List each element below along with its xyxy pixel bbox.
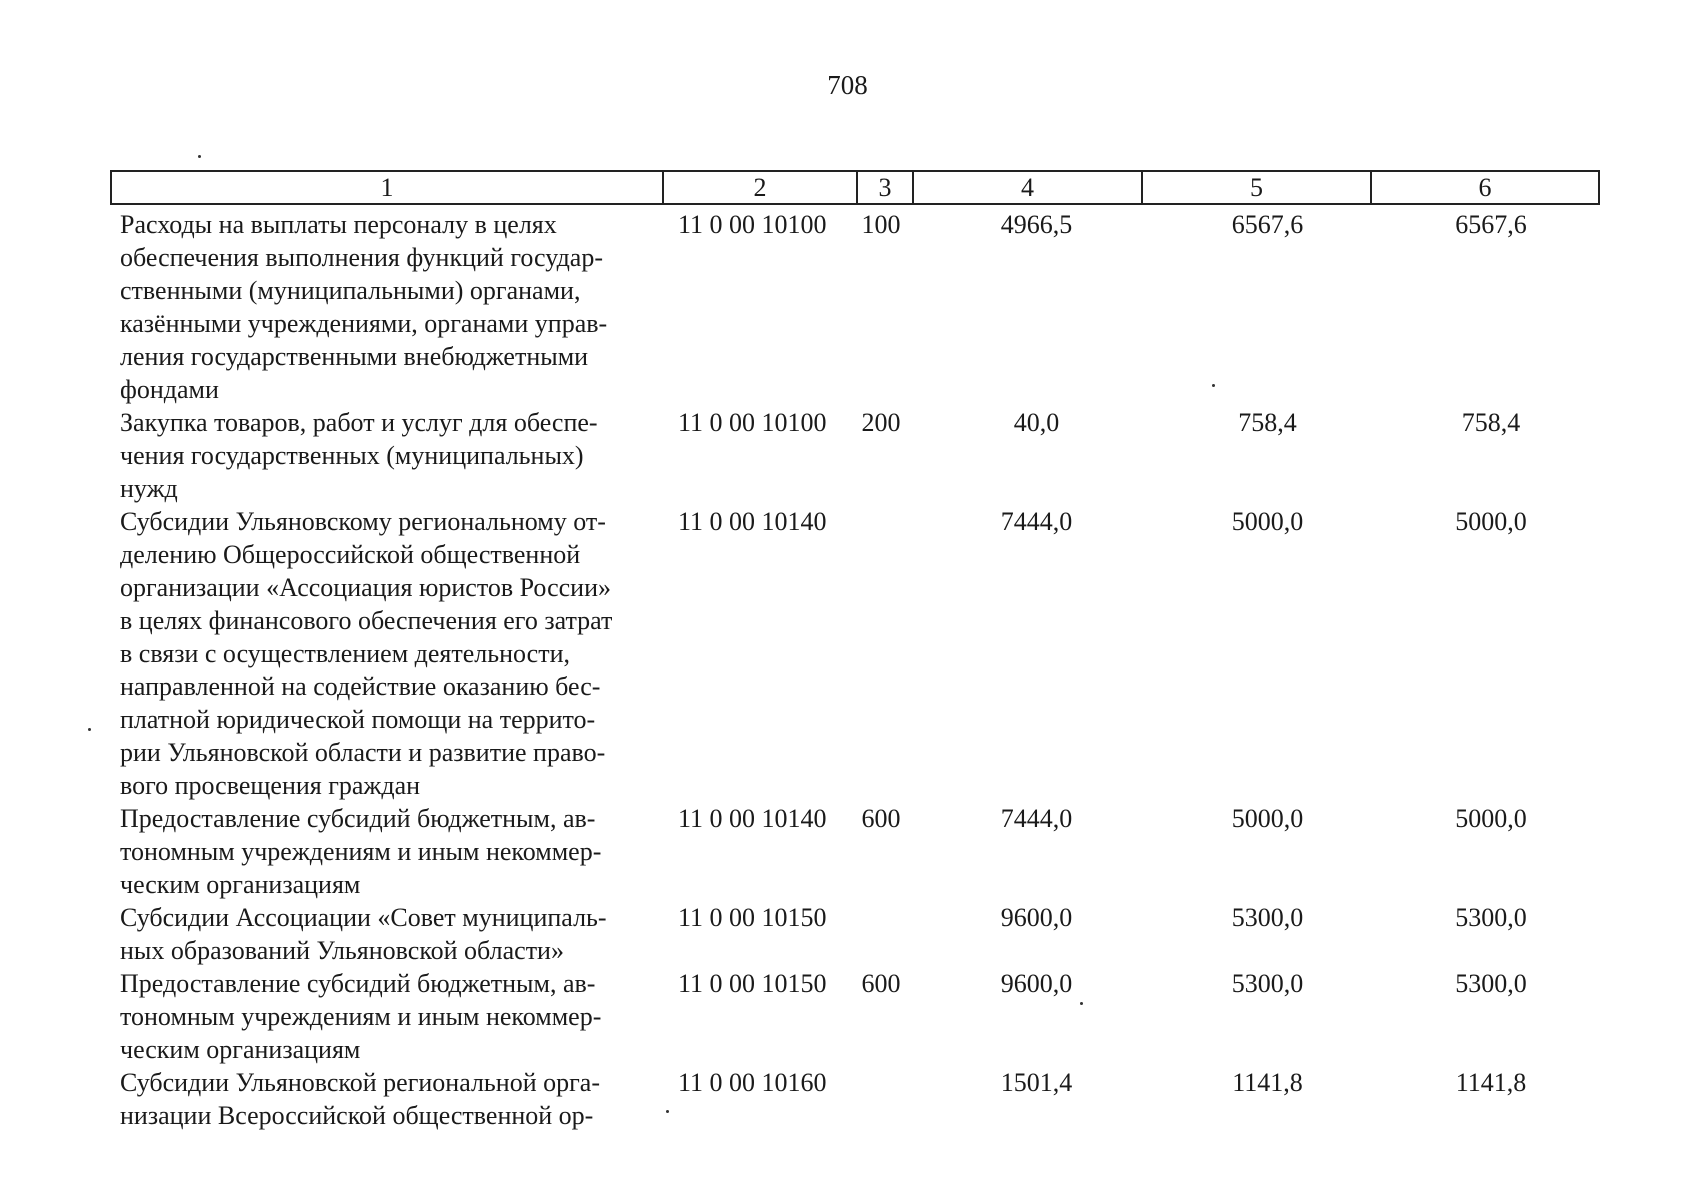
row-value-5: 1141,8 [1232,1068,1303,1097]
row-value-5: 5000,0 [1231,507,1304,536]
row-description: Расходы на выплаты персоналу в целях обеспечения выполнения функций государ- ственными (муниципальными) органами, казёнными учреждениями, органами управ- ления государственными внебюджетными фондами [120,210,608,404]
row-value-6: 5300,0 [1455,903,1527,932]
row-code: 11 0 00 10150 [678,903,827,932]
table-row [120,967,1600,1066]
row-code: 11 0 00 10160 [678,1068,827,1097]
row-description: Субсидии Ульяновской региональной орга- низации Всероссийской общественной ор- [120,1068,600,1130]
row-value-6: 758,4 [1461,408,1521,437]
row-type [842,901,920,967]
row-value-5: 758,4 [1238,408,1297,437]
row-value-4: 40,0 [1013,408,1060,437]
row-value-5: 5000,0 [1231,804,1304,833]
page-number: 708 [827,70,868,100]
table-row [120,802,1600,901]
column-header: 1 [112,172,664,203]
row-description: Предоставление субсидий бюджетным, ав- тономным учреждениям и иным некоммер- ческим организациям [120,804,602,899]
row-value-6: 6567,6 [1455,210,1527,239]
row-description: Субсидии Ульяновскому региональному от- делению Общероссийской общественной организации «Ассоциация юристов России» в целях финансового обеспечения его затрат в связи с осуществлением деятельности, направленной на содействие оказанию бес- платной юридической помощи на террито- рии Ульяновской области и развитие право- вого просвещения граждан [120,507,613,800]
row-value-6: 5000,0 [1455,804,1527,833]
row-type: 600 [861,969,901,998]
row-type: 200 [861,408,901,437]
scan-speck [198,155,201,158]
row-value-4: 4966,5 [1000,210,1073,239]
row-code: 11 0 00 10100 [678,210,827,239]
row-description: Субсидии Ассоциации «Совет муниципаль- ных образований Ульяновской области» [120,903,607,965]
row-type [842,505,920,802]
row-value-4: 7444,0 [1000,804,1073,833]
row-code: 11 0 00 10150 [678,969,827,998]
row-type: 100 [861,210,901,239]
column-header: 5 [1143,172,1372,203]
column-header: 2 [664,172,858,203]
row-value-6: 5000,0 [1455,507,1527,536]
row-value-4: 9600,0 [1000,969,1073,998]
table-row [120,1066,1600,1132]
row-type [842,1066,920,1132]
row-code: 11 0 00 10100 [678,408,827,437]
row-value-5: 5300,0 [1231,969,1304,998]
row-value-4: 1501,4 [1000,1068,1073,1097]
column-header: 6 [1478,173,1492,202]
row-code: 11 0 00 10140 [678,804,827,833]
scan-speck [88,728,91,731]
row-description: Закупка товаров, работ и услуг для обеспе- чения государственных (муниципальных) нужд [120,408,598,503]
row-type: 600 [861,804,901,833]
row-code: 11 0 00 10140 [678,507,827,536]
budget-table-body [120,208,1600,1132]
column-header-row [110,170,1600,205]
row-value-5: 6567,6 [1231,210,1304,239]
column-header: 3 [858,172,914,203]
row-value-6: 5300,0 [1455,969,1527,998]
row-value-5: 5300,0 [1231,903,1304,932]
row-value-6: 1141,8 [1455,1068,1527,1097]
column-header: 4 [914,172,1143,203]
table-row [120,406,1600,505]
table-row [120,208,1600,406]
row-description: Предоставление субсидий бюджетным, ав- тономным учреждениям и иным некоммер- ческим организациям [120,969,602,1064]
row-value-4: 9600,0 [1000,903,1073,932]
table-row [120,505,1600,802]
table-row [120,901,1600,967]
row-value-4: 7444,0 [1000,507,1073,536]
